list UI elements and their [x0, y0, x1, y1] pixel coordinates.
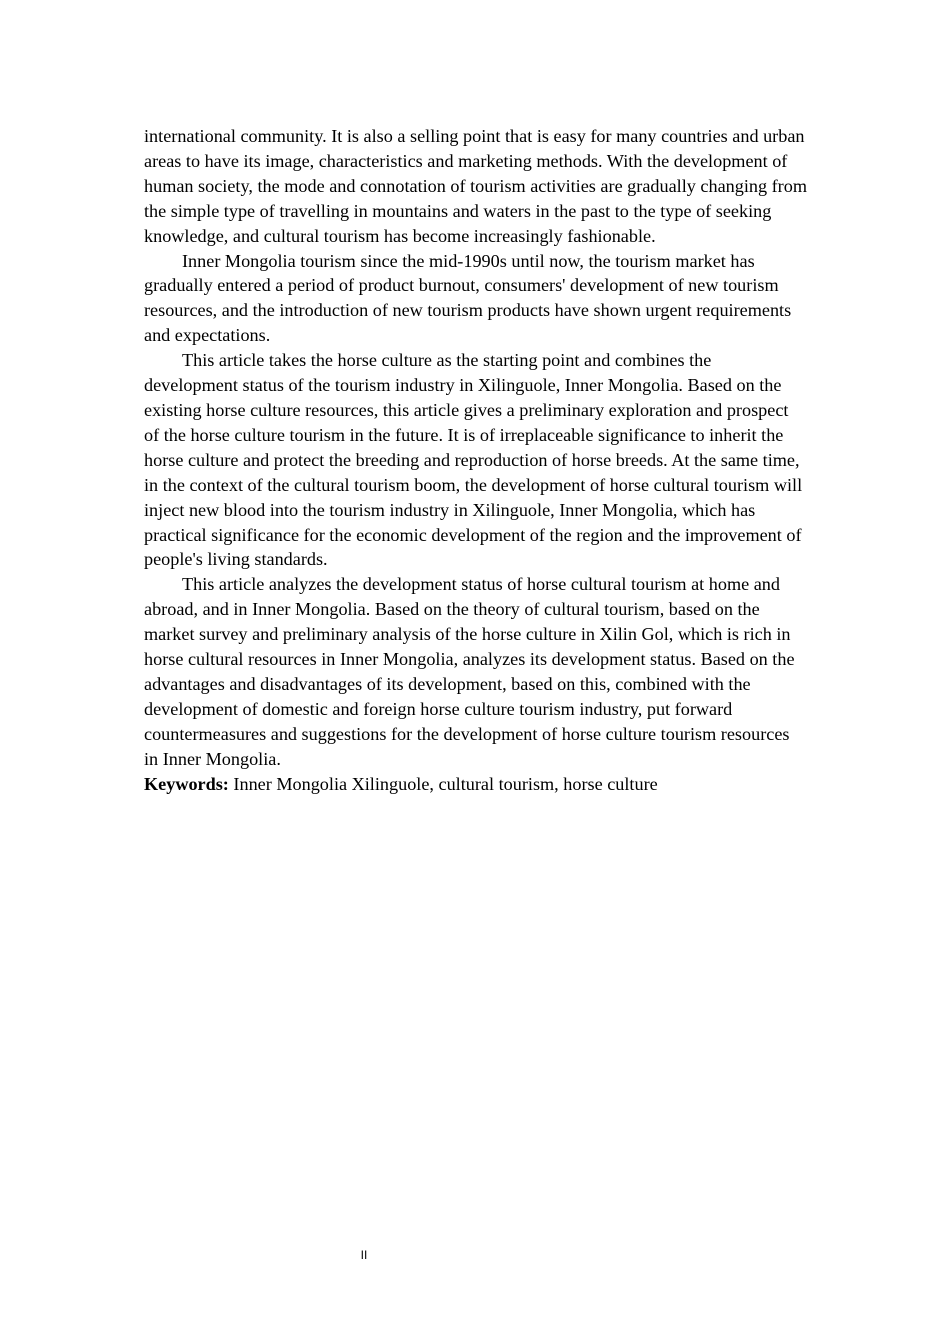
keywords-text: Inner Mongolia Xilinguole, cultural tourism, horse culture	[228, 773, 658, 794]
keywords-line	[144, 772, 808, 797]
paragraph-article-analysis: This article analyzes the development status of horse cultural tourism at home and abroad, and in Inner Mongolia. Based on the theory of cultural tourism, based on the market survey and preliminary analysis of the horse culture in Xilin Gol, which is rich in horse cultural resources in Inner Mongolia, analyzes its development status. Based on the advantages and disadvantages of its development, based on this, combined with the development of domestic and foreign horse culture tourism industry, put forward countermeasures and suggestions for the development of horse culture tourism resources in Inner Mongolia.	[144, 574, 795, 769]
page-number: II	[360, 1248, 368, 1262]
abstract-body	[144, 124, 808, 796]
paragraph-continuation: international community. It is also a selling point that is easy for many countries and urban areas to have its image, characteristics and marketing methods. With the development of human society, the mode and connotation of tourism activities are gradually changing from the simple type of travelling in mountains and waters in the past to the type of seeking knowledge, and cultural tourism has become increasingly fashionable.	[144, 126, 807, 246]
paragraph-tourism-market: Inner Mongolia tourism since the mid-1990s until now, the tourism market has gradually entered a period of product burnout, consumers' development of new tourism resources, and the introduction of new tourism products have shown urgent requirements and expectations.	[144, 250, 792, 346]
paragraph-article-scope: This article takes the horse culture as the starting point and combines the development status of the tourism industry in Xilinguole, Inner Mongolia. Based on the existing horse culture resources, this article gives a preliminary exploration and prospect of the horse culture tourism in the future. It is of irreplaceable significance to inherit the horse culture and protect the breeding and reproduction of horse breeds. At the same time, in the context of the cultural tourism boom, the development of horse cultural tourism will inject new blood into the tourism industry in Xilinguole, Inner Mongolia, which has practical significance for the economic development of the region and the improvement of people's living standards.	[144, 350, 803, 570]
keywords-label: Keywords:	[144, 773, 229, 794]
